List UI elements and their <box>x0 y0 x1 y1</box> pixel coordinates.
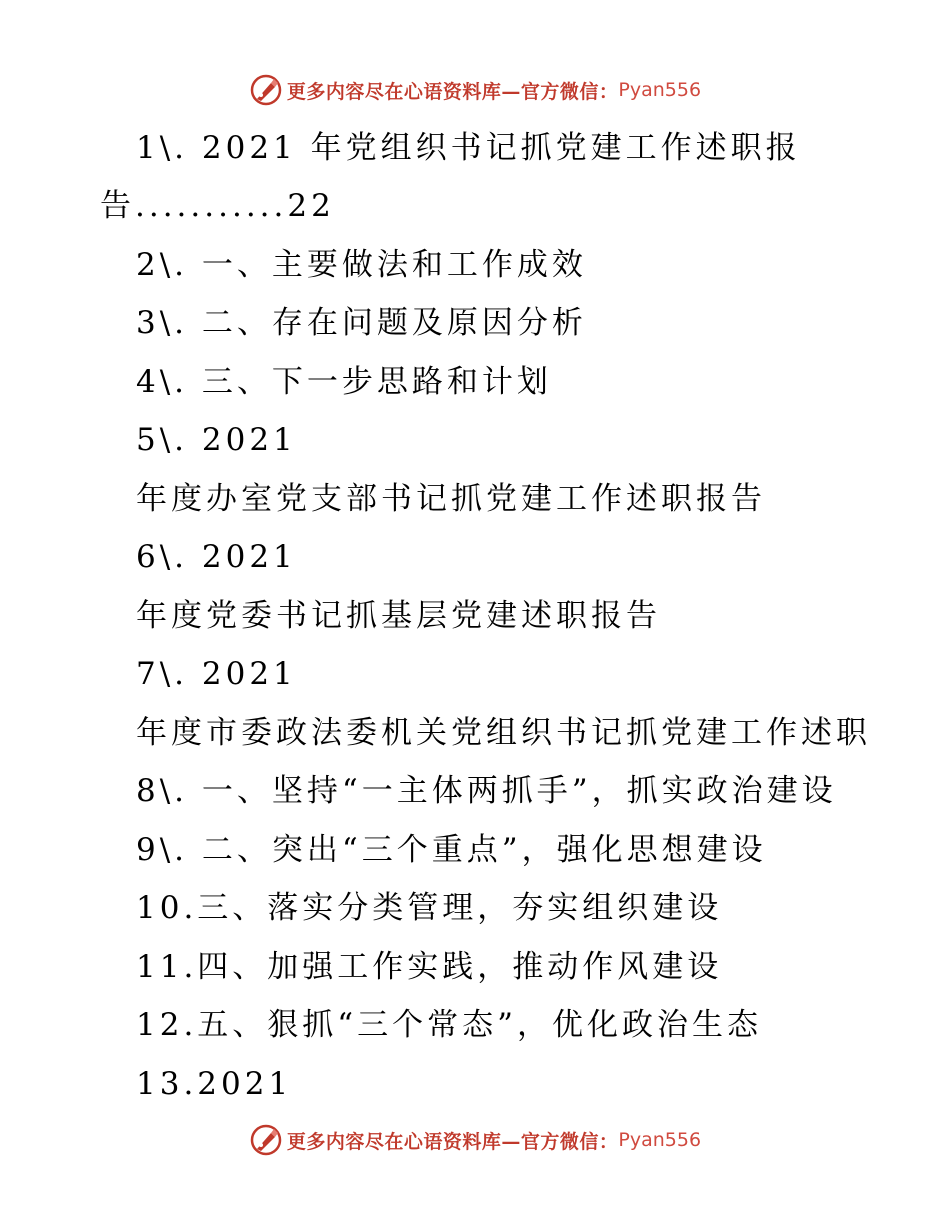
toc-line-9: 9\. 二、突出“三个重点”，强化思想建设 <box>136 832 767 868</box>
toc-line-2: 2\. 一、主要做法和工作成效 <box>136 247 587 283</box>
watermark-text: 更多内容尽在心语资料库—官方微信： <box>286 1130 619 1153</box>
toc-line-5-title: 年度办室党支部书记抓党建工作述职报告 <box>136 481 766 517</box>
header-watermark <box>0 70 950 110</box>
toc-line-1-cont: 告...........22 <box>100 188 335 224</box>
pen-logo-icon <box>249 1123 283 1157</box>
toc-line-10: 10.三、落实分类管理，夯实组织建设 <box>136 890 723 926</box>
toc-line-3: 3\. 二、存在问题及原因分析 <box>136 305 587 341</box>
toc-line-6: 6\. 2021 <box>136 539 297 575</box>
watermark-wechat-id: Pyan556 <box>618 1129 702 1151</box>
toc-line-8: 8\. 一、坚持“一主体两抓手”，抓实政治建设 <box>136 773 837 809</box>
watermark-wechat-id: Pyan556 <box>618 79 702 101</box>
toc-line-7-title: 年度市委政法委机关党组织书记抓党建工作述职 <box>136 715 871 751</box>
toc-line-4: 4\. 三、下一步思路和计划 <box>136 364 552 400</box>
toc-line-12: 12.五、狠抓“三个常态”，优化政治生态 <box>136 1007 762 1043</box>
toc-line-11: 11.四、加强工作实践，推动作风建设 <box>136 949 723 985</box>
toc-line-13: 13.2021 <box>136 1066 293 1102</box>
watermark-text: 更多内容尽在心语资料库—官方微信： <box>286 80 619 103</box>
footer-watermark <box>0 1120 950 1160</box>
toc-line-5: 5\. 2021 <box>136 422 297 458</box>
pen-logo-icon <box>249 73 283 107</box>
toc-line-1: 1\. 2021 年党组织书记抓党建工作述职报 <box>136 130 801 166</box>
toc-line-6-title: 年度党委书记抓基层党建述职报告 <box>136 598 661 634</box>
toc-line-7: 7\. 2021 <box>136 656 297 692</box>
